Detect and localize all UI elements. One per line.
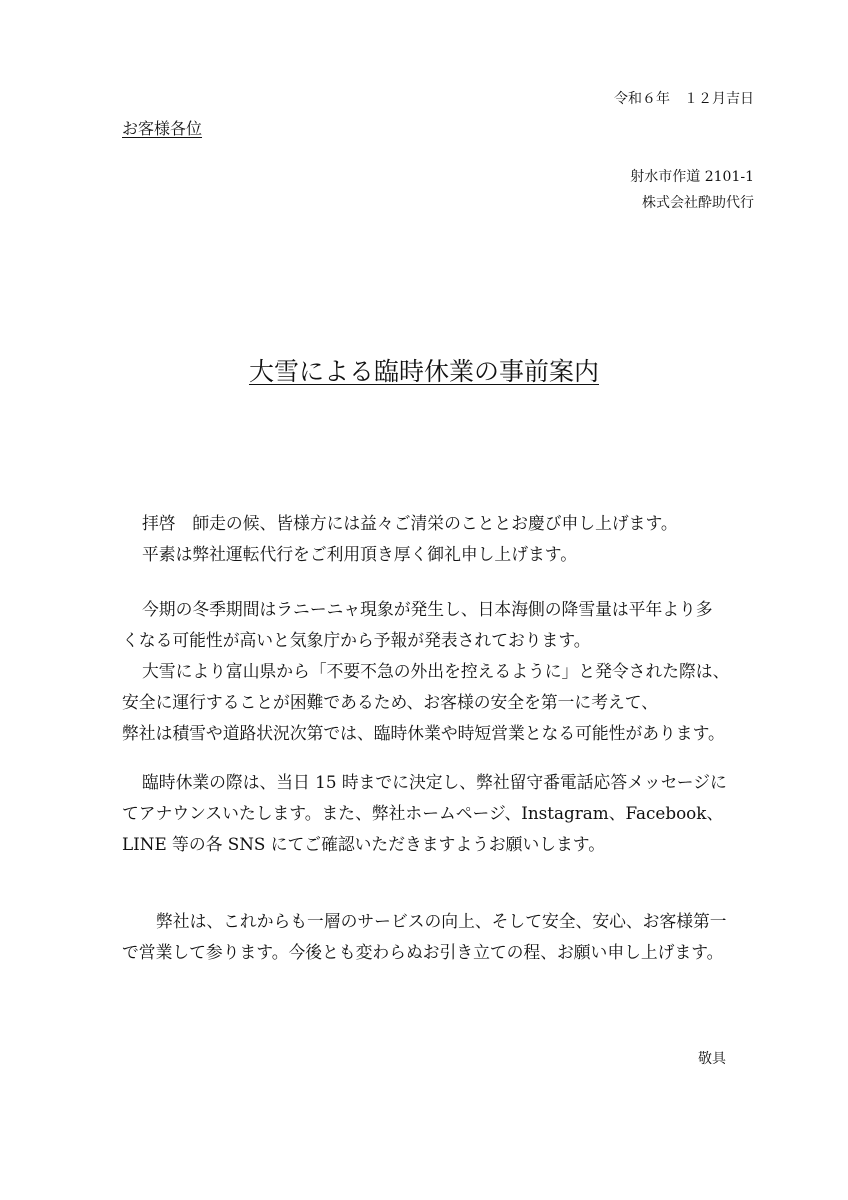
letter-date: 令和６年 １２月吉日 bbox=[614, 91, 754, 107]
sender-company: 株式会社酔助代行 bbox=[642, 195, 754, 211]
body-line: 弊社は積雪や道路状況次第では、臨時休業や時短営業となる可能性があります。 bbox=[122, 723, 725, 743]
document-title bbox=[0, 352, 848, 388]
body-line: くなる可能性が高いと気象庁から予報が発表されております。 bbox=[122, 630, 591, 650]
body-line: 今期の冬季期間はラニーニャ現象が発生し、日本海側の降雪量は平年より多 bbox=[142, 599, 713, 619]
body-line: で営業して参ります。今後とも変わらぬお引き立ての程、お願い申し上げます。 bbox=[122, 942, 724, 962]
body-line: 弊社は、これからも一層のサービスの向上、そして安全、安心、お客様第一 bbox=[156, 911, 727, 931]
closing-word: 敬具 bbox=[698, 1051, 726, 1067]
body-line: 拝啓 師走の候、皆様方には益々ご清栄のこととお慶び申し上げます。 bbox=[142, 513, 678, 533]
body-line: 平素は弊社運転代行をご利用頂き厚く御礼申し上げます。 bbox=[142, 544, 577, 564]
sender-address: 射水市作道 2101-1 bbox=[630, 169, 754, 185]
body-line: 大雪により富山県から「不要不急の外出を控えるように」と発令された際は、 bbox=[142, 661, 730, 681]
body-line: てアナウンスいたします。また、弊社ホームページ、Instagram、Facebook、 bbox=[122, 803, 724, 823]
body-line: 安全に運行することが困難であるため、お客様の安全を第一に考えて、 bbox=[122, 692, 658, 712]
body-line: LINE 等の各 SNS にてご確認いただきますようお願いします。 bbox=[122, 834, 606, 854]
document-title-text: 大雪による臨時休業の事前案内 bbox=[248, 357, 599, 386]
body-line: 臨時休業の際は、当日 15 時までに決定し、弊社留守番電話応答メッセージに bbox=[142, 772, 727, 792]
addressee: お客様各位 bbox=[122, 119, 203, 138]
sender-block bbox=[630, 164, 754, 216]
